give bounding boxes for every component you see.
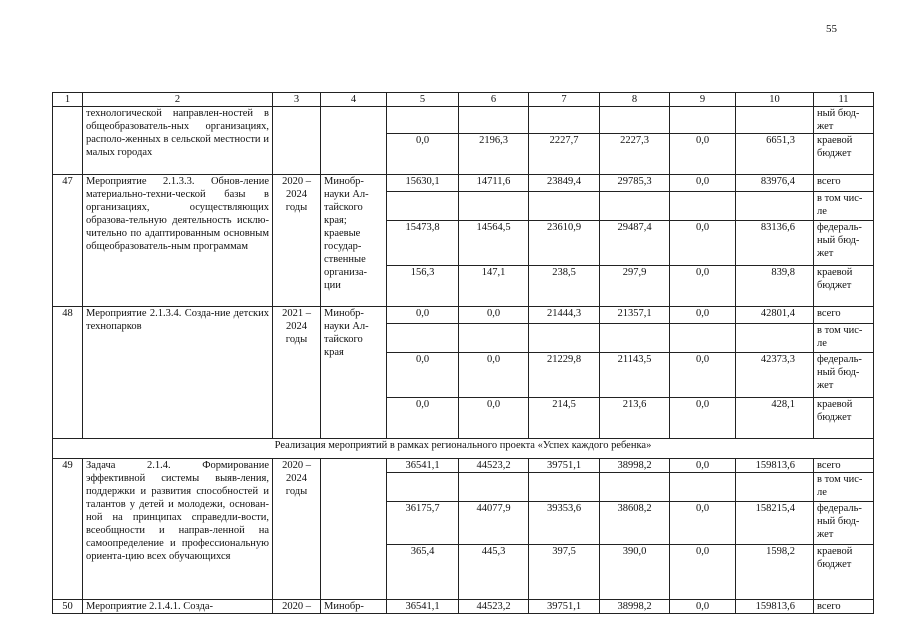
value-cell: 0,0 [459, 398, 529, 439]
budget-table [52, 92, 874, 614]
value-cell: 21357,1 [600, 307, 670, 324]
value-cell: 36175,7 [387, 502, 459, 545]
value-cell: 38608,2 [600, 502, 670, 545]
row-executor: Минобр-науки Ал-тайского края; краевые государ-ственные организа-ции [321, 175, 387, 307]
header-cell: 10 [736, 93, 814, 107]
value-cell: 0,0 [670, 459, 736, 473]
value-cell [459, 324, 529, 353]
value-cell: 238,5 [529, 266, 600, 307]
row-description: Задача 2.1.4. Формирование эффективной системы выяв-ления, поддержки и развития способностей и талантов у детей и молодежи, основан-ной на принципах справедли-вости, всеобщности и направ-ленной на самоопределение и профессиональную ориента-цию всех обучающихся [83, 459, 273, 600]
row-description: технологической направлен-ностей в общеобразователь-ных организациях, располо-женных в сельской местности и малых городах [83, 107, 273, 175]
value-cell: 36541,1 [387, 600, 459, 614]
value-cell: 39751,1 [529, 600, 600, 614]
value-cell: 445,3 [459, 545, 529, 600]
row-number: 50 [53, 600, 83, 614]
row-description: Мероприятие 2.1.4.1. Созда- [83, 600, 273, 614]
funding-label: ный бюд-жет [814, 107, 874, 134]
value-cell [529, 324, 600, 353]
value-cell: 0,0 [459, 307, 529, 324]
value-cell [387, 192, 459, 221]
section-row [53, 439, 874, 459]
value-cell [736, 192, 814, 221]
row-executor: Минобр- [321, 600, 387, 614]
value-cell: 0,0 [670, 502, 736, 545]
row-description: Мероприятие 2.1.3.4. Созда-ние детских технопарков [83, 307, 273, 439]
value-cell: 390,0 [600, 545, 670, 600]
row-description: Мероприятие 2.1.3.3. Обнов-ление материально-техни-ческой базы в организациях, осуществляющих образова-тельную деятельность исклю-чительно по адаптированным основным общеобразователь-ным программам [83, 175, 273, 307]
value-cell: 156,3 [387, 266, 459, 307]
row-executor: Минобр-науки Ал-тайского края [321, 307, 387, 439]
value-cell: 83136,6 [736, 221, 814, 266]
value-cell: 0,0 [670, 398, 736, 439]
funding-label: в том чис-ле [814, 192, 874, 221]
value-cell: 158215,4 [736, 502, 814, 545]
value-cell: 15473,8 [387, 221, 459, 266]
value-cell: 39751,1 [529, 459, 600, 473]
value-cell: 15630,1 [387, 175, 459, 192]
funding-label: в том чис-ле [814, 324, 874, 353]
value-cell [736, 107, 814, 134]
value-cell [600, 192, 670, 221]
value-cell: 0,0 [670, 545, 736, 600]
funding-label: федераль-ный бюд-жет [814, 353, 874, 398]
value-cell [670, 324, 736, 353]
header-cell: 4 [321, 93, 387, 107]
value-cell: 0,0 [670, 134, 736, 175]
value-cell: 2196,3 [459, 134, 529, 175]
funding-label: в том чис-ле [814, 473, 874, 502]
header-cell: 8 [600, 93, 670, 107]
funding-label: краевой бюджет [814, 266, 874, 307]
value-cell: 42373,3 [736, 353, 814, 398]
header-row [53, 93, 874, 107]
funding-label: краевой бюджет [814, 134, 874, 175]
row-years: 2021 – 2024 годы [273, 307, 321, 439]
value-cell: 29785,3 [600, 175, 670, 192]
funding-label: всего [814, 307, 874, 324]
row-years: 2020 – [273, 600, 321, 614]
header-cell: 6 [459, 93, 529, 107]
value-cell: 397,5 [529, 545, 600, 600]
header-cell: 2 [83, 93, 273, 107]
section-title: Реализация мероприятий в рамках регионального проекта «Успех каждого ребенка» [53, 439, 874, 459]
value-cell: 83976,4 [736, 175, 814, 192]
value-cell: 0,0 [387, 398, 459, 439]
row-executor [321, 107, 387, 175]
value-cell: 23849,4 [529, 175, 600, 192]
value-cell: 44077,9 [459, 502, 529, 545]
value-cell [459, 107, 529, 134]
value-cell: 297,9 [600, 266, 670, 307]
value-cell: 159813,6 [736, 600, 814, 614]
value-cell: 2227,7 [529, 134, 600, 175]
value-cell: 14711,6 [459, 175, 529, 192]
value-cell [670, 192, 736, 221]
value-cell: 39353,6 [529, 502, 600, 545]
value-cell [736, 473, 814, 502]
value-cell [600, 107, 670, 134]
row-years: 2020 – 2024 годы [273, 459, 321, 600]
page-number: 55 [826, 23, 837, 35]
value-cell: 36541,1 [387, 459, 459, 473]
value-cell: 21444,3 [529, 307, 600, 324]
value-cell [670, 107, 736, 134]
value-cell: 159813,6 [736, 459, 814, 473]
header-cell: 5 [387, 93, 459, 107]
table-row [53, 600, 874, 614]
value-cell: 0,0 [387, 134, 459, 175]
value-cell: 0,0 [670, 266, 736, 307]
value-cell [387, 473, 459, 502]
value-cell: 839,8 [736, 266, 814, 307]
value-cell: 0,0 [670, 175, 736, 192]
value-cell [670, 473, 736, 502]
value-cell: 6651,3 [736, 134, 814, 175]
budget-table-wrap [52, 92, 874, 614]
value-cell: 0,0 [670, 307, 736, 324]
row-number: 47 [53, 175, 83, 307]
value-cell [529, 107, 600, 134]
row-executor [321, 459, 387, 600]
value-cell: 1598,2 [736, 545, 814, 600]
value-cell: 214,5 [529, 398, 600, 439]
row-years [273, 107, 321, 175]
funding-label: краевой бюджет [814, 398, 874, 439]
value-cell [387, 107, 459, 134]
header-cell: 1 [53, 93, 83, 107]
value-cell: 14564,5 [459, 221, 529, 266]
table-row [53, 459, 874, 473]
table-row [53, 107, 874, 134]
header-cell: 11 [814, 93, 874, 107]
header-cell: 9 [670, 93, 736, 107]
header-cell: 7 [529, 93, 600, 107]
value-cell: 0,0 [670, 600, 736, 614]
header-cell: 3 [273, 93, 321, 107]
value-cell: 23610,9 [529, 221, 600, 266]
funding-label: всего [814, 600, 874, 614]
funding-label: федераль-ный бюд-жет [814, 502, 874, 545]
value-cell: 44523,2 [459, 600, 529, 614]
value-cell [459, 192, 529, 221]
value-cell: 42801,4 [736, 307, 814, 324]
value-cell: 213,6 [600, 398, 670, 439]
value-cell [736, 324, 814, 353]
value-cell [529, 192, 600, 221]
value-cell [529, 473, 600, 502]
value-cell [600, 473, 670, 502]
value-cell: 0,0 [670, 353, 736, 398]
funding-label: федераль-ный бюд-жет [814, 221, 874, 266]
funding-label: всего [814, 459, 874, 473]
value-cell: 21143,5 [600, 353, 670, 398]
value-cell [387, 324, 459, 353]
value-cell: 2227,3 [600, 134, 670, 175]
value-cell [600, 324, 670, 353]
funding-label: всего [814, 175, 874, 192]
value-cell: 0,0 [670, 221, 736, 266]
value-cell: 0,0 [387, 307, 459, 324]
value-cell: 428,1 [736, 398, 814, 439]
row-years: 2020 – 2024 годы [273, 175, 321, 307]
table-row [53, 175, 874, 192]
value-cell [459, 473, 529, 502]
value-cell: 29487,4 [600, 221, 670, 266]
row-number [53, 107, 83, 175]
value-cell: 21229,8 [529, 353, 600, 398]
value-cell: 0,0 [387, 353, 459, 398]
value-cell: 147,1 [459, 266, 529, 307]
row-number: 48 [53, 307, 83, 439]
value-cell: 38998,2 [600, 459, 670, 473]
value-cell: 365,4 [387, 545, 459, 600]
value-cell: 0,0 [459, 353, 529, 398]
value-cell: 44523,2 [459, 459, 529, 473]
value-cell: 38998,2 [600, 600, 670, 614]
table-row [53, 307, 874, 324]
funding-label: краевой бюджет [814, 545, 874, 600]
row-number: 49 [53, 459, 83, 600]
